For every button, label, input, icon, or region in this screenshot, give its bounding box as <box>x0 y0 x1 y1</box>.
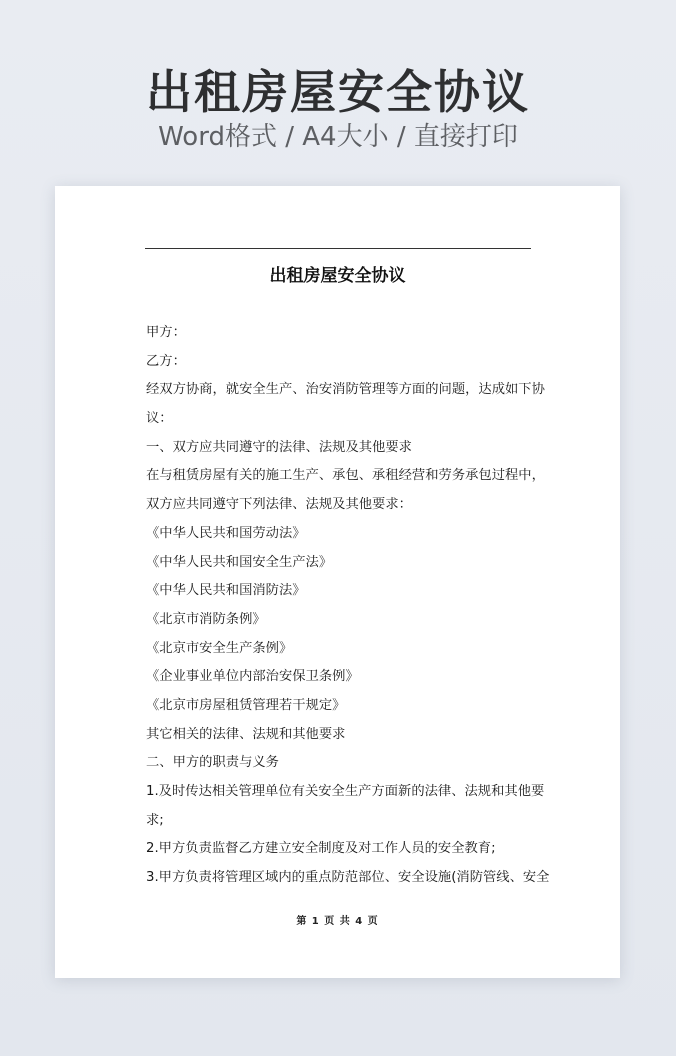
document-title: 出租房屋安全协议 <box>269 266 406 286</box>
law-list-item: 《中华人民共和国安全生产法》 <box>146 554 333 570</box>
banner-subtitle: Word格式 / A4大小 / 直接打印 <box>158 122 518 152</box>
clause-line: 求; <box>146 812 164 828</box>
law-list-item: 《北京市房屋租赁管理若干规定》 <box>146 697 346 713</box>
document-page <box>55 186 620 978</box>
law-list-item: 《北京市安全生产条例》 <box>146 640 293 656</box>
page-number-footer: 第 1 页 共 4 页 <box>296 916 379 927</box>
party-b-line: 乙方： <box>146 353 186 369</box>
section-heading: 二、甲方的职责与义务 <box>146 755 279 771</box>
law-list-item: 《中华人民共和国劳动法》 <box>146 525 306 541</box>
intro-paragraph-line: 经双方协商，就安全生产、治安消防管理等方面的问题，达成如下协 <box>146 382 545 398</box>
clause-line: 2.甲方负责监督乙方建立安全制度及对工作人员的安全教育; <box>146 841 496 857</box>
header-divider <box>145 248 531 249</box>
paragraph-line: 在与租赁房屋有关的施工生产、承包、承租经营和劳务承包过程中， <box>146 468 545 484</box>
section-heading: 一、双方应共同遵守的法律、法规及其他要求 <box>146 439 412 455</box>
intro-paragraph-line: 议： <box>146 411 173 427</box>
clause-line: 1.及时传达相关管理单位有关安全生产方面新的法律、法规和其他要 <box>146 784 545 799</box>
law-list-item: 《北京市消防条例》 <box>146 611 266 627</box>
clause-line: 3.甲方负责将管理区域内的重点防范部位、安全设施(消防管线、安全 <box>146 870 550 886</box>
paragraph-line: 其它相关的法律、法规和其他要求 <box>146 726 346 742</box>
document-body <box>146 319 550 893</box>
banner-title: 出租房屋安全协议 <box>146 65 530 119</box>
paragraph-line: 双方应共同遵守下列法律、法规及其他要求： <box>146 497 412 513</box>
law-list-item: 《企业事业单位内部治安保卫条例》 <box>146 669 359 685</box>
party-a-line: 甲方： <box>146 325 186 340</box>
law-list-item: 《中华人民共和国消防法》 <box>146 583 306 599</box>
